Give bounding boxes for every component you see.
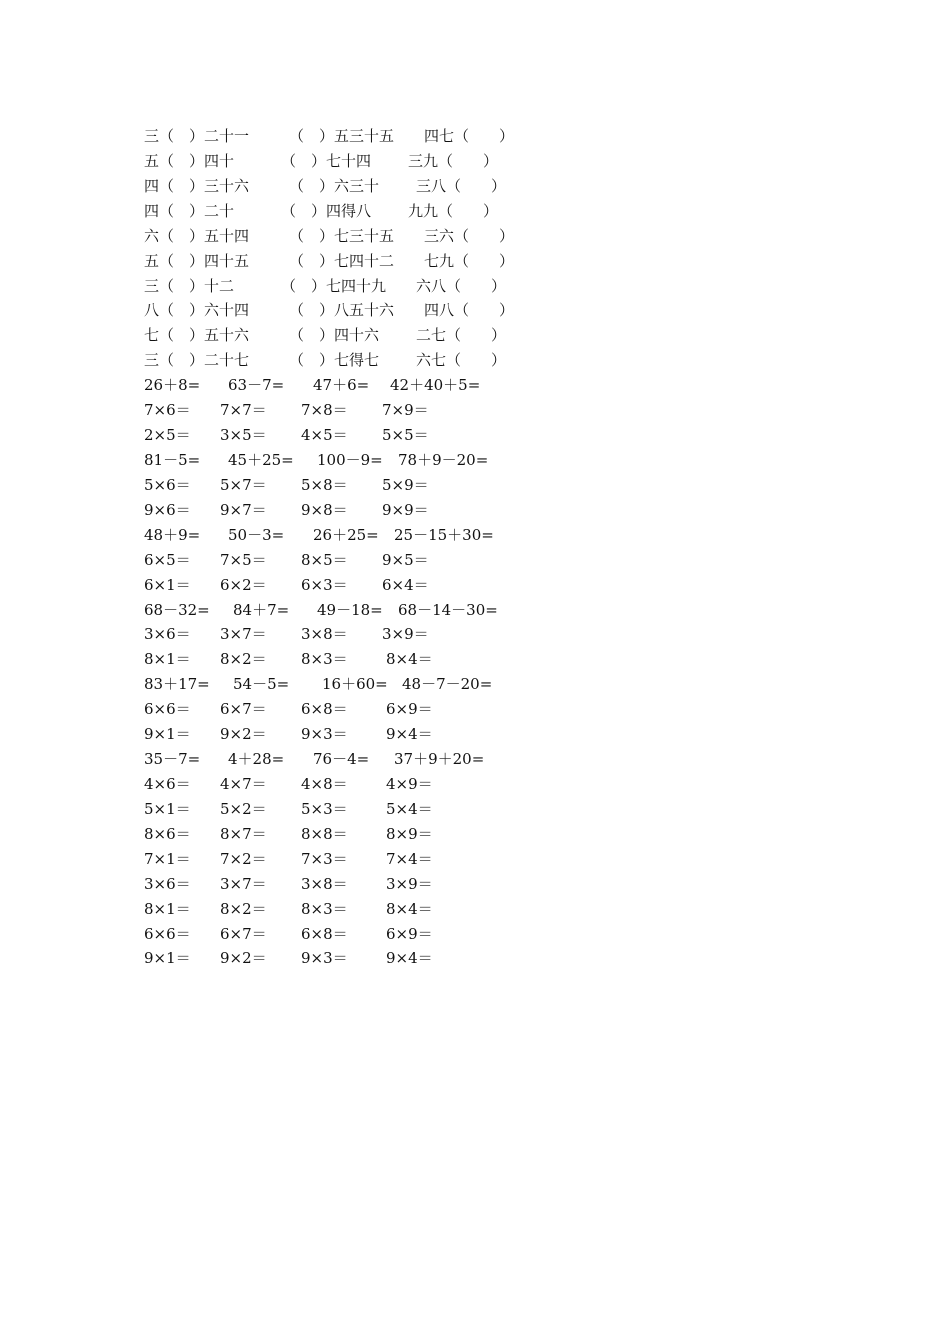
arithmetic-row: [0, 548, 950, 573]
problem-item: 7×5＝: [220, 550, 267, 569]
arithmetic-row: [0, 448, 950, 473]
arithmetic-row: [0, 398, 950, 423]
problem-item: 84＋7=: [233, 600, 290, 619]
problem-item: 8×8＝: [301, 824, 348, 843]
problem-item: 7×1＝: [144, 849, 191, 868]
problem-item: 5×7＝: [220, 475, 267, 494]
problem-item: 6×6＝: [144, 924, 191, 943]
problem-item: 5×3＝: [301, 799, 348, 818]
fill-in-item: 七（ ）五十六: [144, 326, 250, 345]
fill-in-item: 五（ ）四十: [144, 151, 235, 170]
fill-in-row: [0, 149, 950, 174]
arithmetic-row: [0, 922, 950, 947]
problem-item: 9×9＝: [382, 500, 429, 519]
problem-item: 8×3＝: [301, 650, 348, 669]
problem-item: 7×9＝: [382, 401, 429, 420]
problem-item: 47＋6=: [313, 376, 370, 395]
problem-item: 8×5＝: [301, 550, 348, 569]
problem-item: 9×2＝: [220, 725, 267, 744]
problem-item: 9×1＝: [144, 725, 191, 744]
problem-item: 6×5＝: [144, 550, 191, 569]
problem-item: 78＋9－20=: [398, 450, 489, 469]
problem-item: 26＋8=: [144, 376, 201, 395]
arithmetic-row: [0, 747, 950, 772]
problem-item: 25－15＋30=: [394, 525, 494, 544]
worksheet: [0, 124, 950, 971]
problem-item: 8×9＝: [386, 824, 433, 843]
fill-in-row: [0, 249, 950, 274]
problem-item: 9×4＝: [386, 725, 433, 744]
problem-item: 63－7=: [228, 376, 285, 395]
arithmetic-row: [0, 847, 950, 872]
problem-item: 7×6＝: [144, 401, 191, 420]
fill-in-row: [0, 274, 950, 299]
arithmetic-row: [0, 872, 950, 897]
problem-item: 5×8＝: [301, 475, 348, 494]
problem-item: 6×6＝: [144, 700, 191, 719]
fill-in-item: 三八（ ）: [416, 176, 507, 195]
fill-in-item: （ ）四十六: [289, 326, 380, 345]
arithmetic-row: [0, 772, 950, 797]
fill-in-row: [0, 298, 950, 323]
arithmetic-row: [0, 697, 950, 722]
problem-item: 68－14－30=: [398, 600, 498, 619]
problem-item: 2×5＝: [144, 426, 191, 445]
fill-in-item: （ ）七得七: [289, 351, 380, 370]
fill-in-item: 七九（ ）: [424, 251, 515, 270]
fill-in-row: [0, 348, 950, 373]
problem-item: 8×1＝: [144, 899, 191, 918]
problem-item: 76－4=: [313, 750, 370, 769]
problem-item: 9×3＝: [301, 949, 348, 968]
problem-item: 6×1＝: [144, 575, 191, 594]
fill-in-item: 三九（ ）: [408, 151, 499, 170]
arithmetic-row: [0, 946, 950, 971]
fill-in-item: （ ）六三十: [289, 176, 380, 195]
problem-item: 7×7＝: [220, 401, 267, 420]
problem-item: 100－9=: [317, 450, 383, 469]
problem-item: 83＋17=: [144, 675, 210, 694]
problem-item: 9×7＝: [220, 500, 267, 519]
problem-item: 8×3＝: [301, 899, 348, 918]
problem-item: 6×9＝: [386, 924, 433, 943]
problem-item: 6×8＝: [301, 924, 348, 943]
problem-item: 3×6＝: [144, 874, 191, 893]
problem-item: 7×3＝: [301, 849, 348, 868]
fill-in-item: 九九（ ）: [408, 201, 499, 220]
fill-in-item: 六八（ ）: [416, 276, 507, 295]
problem-item: 4×8＝: [301, 774, 348, 793]
problem-item: 6×3＝: [301, 575, 348, 594]
problem-item: 50－3=: [228, 525, 285, 544]
arithmetic-row: [0, 373, 950, 398]
fill-in-item: 二七（ ）: [416, 326, 507, 345]
fill-in-item: 四七（ ）: [424, 127, 515, 145]
problem-item: 3×6＝: [144, 625, 191, 644]
problem-item: 9×6＝: [144, 500, 191, 519]
problem-item: 6×9＝: [386, 700, 433, 719]
problem-item: 9×2＝: [220, 949, 267, 968]
problem-item: 5×2＝: [220, 799, 267, 818]
problem-item: 4×7＝: [220, 774, 267, 793]
arithmetic-row: [0, 722, 950, 747]
problem-item: 3×7＝: [220, 874, 267, 893]
problem-item: 8×6＝: [144, 824, 191, 843]
fill-in-item: （ ）七三十五: [289, 226, 395, 245]
fill-in-row: [0, 174, 950, 199]
problem-item: 9×4＝: [386, 949, 433, 968]
fill-in-item: （ ）七四十二: [289, 251, 395, 270]
problem-item: 37＋9＋20=: [394, 750, 485, 769]
problem-item: 48＋9=: [144, 525, 201, 544]
problem-item: 4×5＝: [301, 426, 348, 445]
arithmetic-row: [0, 672, 950, 697]
arithmetic-row: [0, 598, 950, 623]
fill-in-row: [0, 199, 950, 224]
problem-item: 9×8＝: [301, 500, 348, 519]
problem-item: 81－5=: [144, 450, 201, 469]
problem-item: 3×7＝: [220, 625, 267, 644]
problem-item: 3×5＝: [220, 426, 267, 445]
problem-item: 8×7＝: [220, 824, 267, 843]
fill-in-item: 六七（ ）: [416, 351, 507, 370]
arithmetic-row: [0, 498, 950, 523]
fill-in-row: [0, 224, 950, 249]
fill-in-item: 三（ ）二十七: [144, 351, 250, 370]
problem-item: 6×4＝: [382, 575, 429, 594]
problem-item: 3×8＝: [301, 625, 348, 644]
fill-in-item: （ ）五三十五: [289, 127, 395, 145]
arithmetic-row: [0, 622, 950, 647]
problem-item: 3×9＝: [382, 625, 429, 644]
problem-item: 45＋25=: [228, 450, 294, 469]
arithmetic-row: [0, 523, 950, 548]
problem-item: 4×6＝: [144, 774, 191, 793]
problem-item: 7×2＝: [220, 849, 267, 868]
problem-item: 6×7＝: [220, 924, 267, 943]
fill-in-item: （ ）七十四: [281, 151, 372, 170]
fill-in-item: 三（ ）十二: [144, 276, 235, 295]
fill-in-item: （ ）八五十六: [289, 301, 395, 320]
problem-item: 9×1＝: [144, 949, 191, 968]
problem-item: 5×6＝: [144, 475, 191, 494]
fill-in-row: [0, 323, 950, 348]
problem-item: 8×2＝: [220, 899, 267, 918]
problem-item: 16＋60=: [322, 675, 388, 694]
arithmetic-row: [0, 473, 950, 498]
problem-item: 7×8＝: [301, 401, 348, 420]
fill-in-item: 四八（ ）: [424, 301, 515, 320]
problem-item: 6×2＝: [220, 575, 267, 594]
problem-item: 5×1＝: [144, 799, 191, 818]
problem-item: 5×9＝: [382, 475, 429, 494]
problem-item: 35－7=: [144, 750, 201, 769]
fill-in-row: [0, 124, 950, 149]
fill-in-item: 六（ ）五十四: [144, 226, 250, 245]
problem-item: 68－32=: [144, 600, 210, 619]
fill-in-item: （ ）四得八: [281, 201, 372, 220]
problem-item: 42＋40＋5=: [390, 376, 481, 395]
problem-item: 8×2＝: [220, 650, 267, 669]
problem-item: 6×8＝: [301, 700, 348, 719]
problem-item: 3×9＝: [386, 874, 433, 893]
problem-item: 54－5=: [233, 675, 290, 694]
problem-item: 5×5＝: [382, 426, 429, 445]
problem-item: 3×8＝: [301, 874, 348, 893]
problem-item: 7×4＝: [386, 849, 433, 868]
problem-item: 8×4＝: [386, 650, 433, 669]
problem-item: 4＋28=: [228, 750, 285, 769]
problem-item: 9×3＝: [301, 725, 348, 744]
problem-item: 9×5＝: [382, 550, 429, 569]
problem-item: 8×4＝: [386, 899, 433, 918]
arithmetic-row: [0, 573, 950, 598]
arithmetic-row: [0, 797, 950, 822]
problem-item: 8×1＝: [144, 650, 191, 669]
arithmetic-row: [0, 647, 950, 672]
arithmetic-row: [0, 822, 950, 847]
problem-item: 4×9＝: [386, 774, 433, 793]
fill-in-item: 五（ ）四十五: [144, 251, 250, 270]
problem-item: 5×4＝: [386, 799, 433, 818]
fill-in-item: 三六（ ）: [424, 226, 515, 245]
problem-item: 49－18=: [317, 600, 383, 619]
fill-in-item: 八（ ）六十四: [144, 301, 250, 320]
problem-item: 6×7＝: [220, 700, 267, 719]
fill-in-item: 四（ ）二十: [144, 201, 235, 220]
fill-in-item: 四（ ）三十六: [144, 176, 250, 195]
problem-item: 26＋25=: [313, 525, 379, 544]
arithmetic-row: [0, 423, 950, 448]
fill-in-item: （ ）七四十九: [281, 276, 387, 295]
arithmetic-row: [0, 897, 950, 922]
fill-in-item: 三（ ）二十一: [144, 127, 250, 145]
problem-item: 48－7－20=: [402, 675, 493, 694]
